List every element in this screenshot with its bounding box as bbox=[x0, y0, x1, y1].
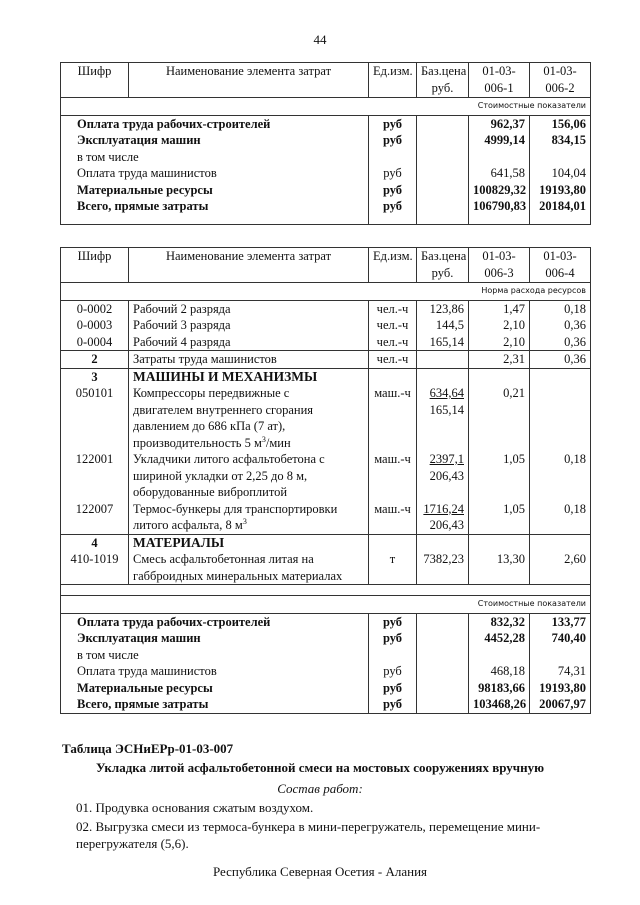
work-item: 01. Продувка основания сжатым воздухом. bbox=[76, 800, 314, 815]
page-number: 44 bbox=[313, 32, 327, 47]
header-code: Шифр bbox=[61, 63, 129, 98]
composition-heading: Состав работ: bbox=[277, 781, 363, 796]
table-row: 122001 Укладчики литого асфальтобетона с шириной укладки от 2,25 до 8 м, оборудованные виброплитой маш.-ч 2397,1 206,43 1,05 0,18 bbox=[61, 451, 591, 501]
table-row: Материальные ресурсы руб 100829,32 19193,80 bbox=[61, 182, 591, 199]
table-row: 050101 Компрессоры передвижные с двигателем внутреннего сгорания давлением до 686 кПа (7 ат), производительность 5 $м^3$/мин маш.-ч 634,64 165,14 0,21 bbox=[61, 385, 591, 451]
table-row: 0-0003 Рабочий 3 разряда чел.-ч 144,5 2,10 0,36 bbox=[61, 317, 591, 334]
table-header-row bbox=[61, 63, 591, 98]
table-title: Укладка литой асфальтобетонной смеси на мостовых сооружениях вручную bbox=[95, 760, 545, 775]
header-unit: Ед.изм. bbox=[369, 63, 417, 98]
header-base-price: Баз.цена руб. bbox=[417, 63, 469, 98]
work-item: 02. Выгрузка смеси из термоса-бункера в мини-перегружатель, перемещение мини-перегружателя (5,6). bbox=[76, 819, 541, 851]
table-row: Всего, прямые затраты руб 106790,83 20184,01 bbox=[61, 198, 591, 225]
table-row: в том числе bbox=[61, 149, 591, 166]
table-row: Всего, прямые затраты руб 103468,26 20067,97 bbox=[61, 696, 591, 713]
header-name: Наименование элемента затрат bbox=[129, 248, 369, 283]
table-header-row bbox=[61, 248, 591, 283]
table-row: 2 Затраты труда машинистов чел.-ч 2,31 0,36 bbox=[61, 351, 591, 369]
table-row: Оплата труда машинистов руб 641,58 104,04 bbox=[61, 165, 591, 182]
section-heading-row: 4 МАТЕРИАЛЫ bbox=[61, 534, 591, 551]
table-row: Эксплуатация машин руб 4452,28 740,40 bbox=[61, 630, 591, 647]
section-heading-row: 3 МАШИНЫ И МЕХАНИЗМЫ bbox=[61, 368, 591, 385]
header-col-b: 01-03-006-4 bbox=[530, 248, 591, 283]
header-unit: Ед.изм. bbox=[369, 248, 417, 283]
cost-table-2 bbox=[60, 247, 591, 714]
header-code: Шифр bbox=[61, 248, 129, 283]
table-row: 0-0002 Рабочий 2 разряда чел.-ч 123,86 1,47 0,18 bbox=[61, 300, 591, 317]
table-row: Материальные ресурсы руб 98183,66 19193,80 bbox=[61, 680, 591, 697]
table-row: Эксплуатация машин руб 4999,14 834,15 bbox=[61, 132, 591, 149]
table-row: Оплата труда рабочих-строителей руб 962,37 156,06 bbox=[61, 115, 591, 132]
header-col-a: 01-03-006-1 bbox=[469, 63, 530, 98]
page-footer: Республика Северная Осетия - Алания bbox=[212, 864, 428, 879]
header-name: Наименование элемента затрат bbox=[129, 63, 369, 98]
table-row: в том числе bbox=[61, 647, 591, 664]
header-col-a: 01-03-006-3 bbox=[469, 248, 530, 283]
table-row: 410-1019 Смесь асфальтобетонная литая на габброидных минеральных материалах т 7382,23 13,30 2,60 bbox=[61, 551, 591, 585]
table-caption: Таблица ЭСНиЕРр-01-03-007 bbox=[62, 741, 234, 756]
cost-table-1 bbox=[60, 62, 591, 225]
table-row: 122007 Термос-бункеры для транспортировки литого асфальта, 8 $м^3$ маш.-ч 1716,24 206,43 1,05 0,18 bbox=[61, 501, 591, 535]
table-row: 0-0004 Рабочий 4 разряда чел.-ч 165,14 2,10 0,36 bbox=[61, 334, 591, 351]
header-col-b: 01-03-006-2 bbox=[530, 63, 591, 98]
section-label-norms: Норма расхода ресурсов bbox=[61, 283, 591, 301]
section-label-costs: Стоимостные показатели bbox=[61, 98, 591, 116]
table-row: Оплата труда машинистов руб 468,18 74,31 bbox=[61, 663, 591, 680]
header-base-price: Баз.цена руб. bbox=[417, 248, 469, 283]
section-label-costs: Стоимостные показатели bbox=[61, 596, 591, 614]
table-row: Оплата труда рабочих-строителей руб 832,32 133,77 bbox=[61, 613, 591, 630]
